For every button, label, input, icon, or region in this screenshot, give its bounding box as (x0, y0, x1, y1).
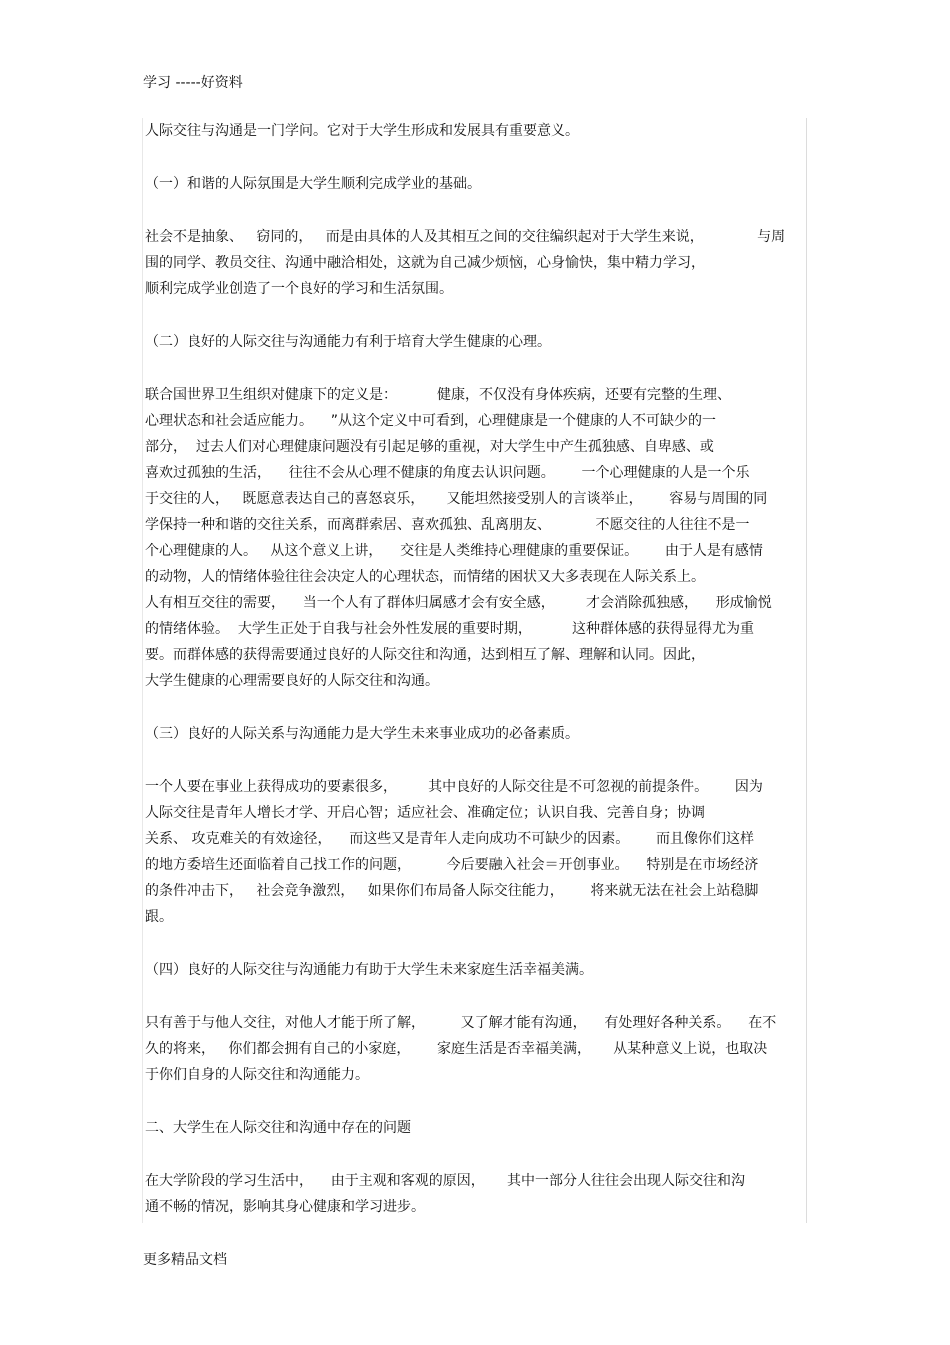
text-line: 顺利完成学业创造了一个良好的学习和生活氛围。 (145, 281, 453, 297)
text-line: （三）良好的人际关系与沟通能力是大学生未来事业成功的必备素质。 (145, 726, 579, 742)
text-line: 只有善于与他人交往，对他人才能于所了解， 又了解才能有沟通， 有处理好各种关系。 在不 (145, 1015, 777, 1031)
text-line: 关系、 攻克难关的有效途径， 而这些又是青年人走向成功不可缺少的因素。 而且像你们这样 (145, 831, 754, 847)
text-line: 人际交往与沟通是一门学问。它对于大学生形成和发展具有重要意义。 (145, 123, 579, 139)
text-line: 久的将来， 你们都会拥有自己的小家庭， 家庭生活是否幸福美满， 从某种意义上说，也取决 (145, 1041, 768, 1057)
text-line: 于交往的人， 既愿意表达自己的喜怒哀乐， 又能坦然接受别人的言谈举止， 容易与周围的同 (145, 491, 768, 507)
text-line: 喜欢过孤独的生活， 往往不会从心理不健康的角度去认识问题。 一个心理健康的人是一个乐 (145, 465, 750, 481)
text-line: 社会不是抽象、 窃同的， 而是由具体的人及其相互之间的交往编织起对于大学生来说， 与周 (145, 229, 786, 245)
text-line: （一）和谐的人际氛围是大学生顺利完成学业的基础。 (145, 176, 481, 192)
text-line: 围的同学、教员交往、沟通中融洽相处，这就为自己减少烦恼，心身愉快，集中精力学习， (145, 255, 705, 271)
text-line: 于你们自身的人际交往和沟通能力。 (145, 1067, 369, 1083)
right-border (806, 118, 807, 1223)
text-line: 心理状态和社会适应能力。 ”从这个定义中可看到，心理健康是一个健康的人不可缺少的一 (145, 413, 717, 429)
paragraph (145, 329, 805, 355)
text-line: （二）良好的人际交往与沟通能力有利于培育大学生健康的心理。 (145, 334, 551, 350)
paragraph-gap (145, 983, 805, 1010)
text-line: 部分， 过去人们对心理健康问题没有引起足够的重视，对大学生中产生孤独感、自卑感、或 (145, 439, 714, 455)
paragraph-gap (145, 144, 805, 171)
paragraph-gap (145, 930, 805, 957)
paragraph-gap (145, 1141, 805, 1168)
text-line: 一个人要在事业上获得成功的要素很多， 其中良好的人际交往是不可忽视的前提条件。 因为 (145, 779, 763, 795)
text-line: 人际交往是青年人增长才学、开启心智；适应社会、准确定位；认识自我、完善自身；协调 (145, 805, 705, 821)
page-header: 学习 -----好资料 (143, 75, 243, 91)
paragraph (145, 774, 805, 930)
page-footer: 更多精品文档 (143, 1252, 227, 1268)
paragraph-gap (145, 302, 805, 329)
paragraph (145, 721, 805, 747)
paragraph-gap (145, 694, 805, 721)
paragraph-gap (145, 1088, 805, 1115)
text-line: 人有相互交往的需要， 当一个人有了群体归属感才会有安全感， 才会消除孤独感， 形成愉悦 (145, 595, 772, 611)
text-line: 个心理健康的人。 从这个意义上讲， 交往是人类维持心理健康的重要保证。 由于人是有感情 (145, 543, 763, 559)
text-line: （四）良好的人际交往与沟通能力有助于大学生未来家庭生活幸福美满。 (145, 962, 593, 978)
paragraph (145, 118, 805, 144)
text-line: 二、大学生在人际交往和沟通中存在的问题 (145, 1120, 411, 1136)
text-line: 要。而群体感的获得需要通过良好的人际交往和沟通，达到相互了解、理解和认同。因此， (145, 647, 705, 663)
paragraph (145, 224, 805, 302)
paragraph (145, 171, 805, 197)
text-line: 跟。 (145, 909, 173, 925)
text-line: 的情绪体验。 大学生正处于自我与社会外性发展的重要时期， 这种群体感的获得显得尤为重 (145, 621, 754, 637)
document-body (145, 118, 805, 1220)
text-line: 通不畅的情况，影响其身心健康和学习进步。 (145, 1199, 425, 1215)
text-line: 学保持一种和谐的交往关系，而离群索居、喜欢孤独、乱离朋友、 不愿交往的人往往不是一 (145, 517, 750, 533)
paragraph-gap (145, 747, 805, 774)
text-line: 的动物，人的情绪体验往往会决定人的心理状态，而情绪的困状又大多表现在人际关系上。 (145, 569, 705, 585)
text-line: 联合国世界卫生组织对健康下的定义是： 健康，不仅没有身体疾病，还要有完整的生理、 (145, 387, 732, 403)
paragraph (145, 1115, 805, 1141)
text-line: 的地方委培生还面临着自己找工作的问题， 今后要融入社会＝开创事业。 特别是在市场经济 (145, 857, 759, 873)
text-line: 的条件冲击下， 社会竞争激烈， 如果你们布局备人际交往能力， 将来就无法在社会上站稳脚 (145, 883, 759, 899)
text-line: 在大学阶段的学习生活中， 由于主观和客观的原因， 其中一部分人往往会出现人际交往和沟 (145, 1173, 746, 1189)
paragraph (145, 1168, 805, 1220)
text-line: 大学生健康的心理需要良好的人际交往和沟通。 (145, 673, 439, 689)
paragraph (145, 382, 805, 694)
paragraph (145, 1010, 805, 1088)
paragraph-gap (145, 355, 805, 382)
paragraph-gap (145, 197, 805, 224)
paragraph (145, 957, 805, 983)
left-border (142, 118, 143, 1223)
